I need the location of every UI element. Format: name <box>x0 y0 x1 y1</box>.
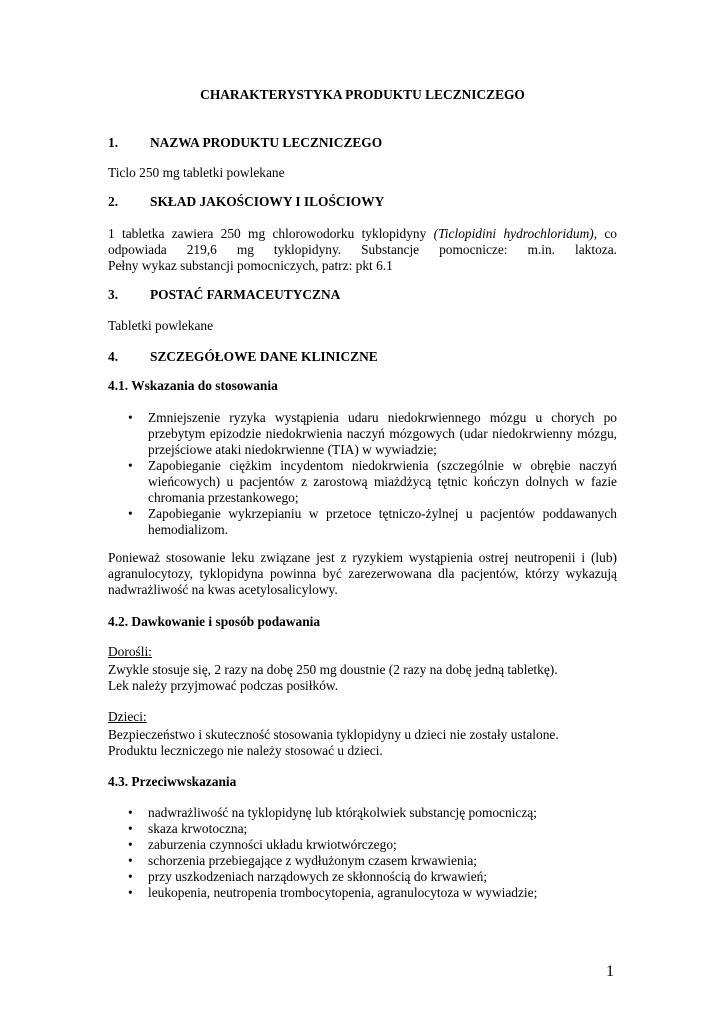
composition-line <box>108 226 617 242</box>
composition-line: odpowiada 219,6 mg tyklopidyny. Substancje pomocnicze: m.in. laktoza. <box>108 242 617 257</box>
composition-paragraph <box>108 226 617 274</box>
list-item-text: leukopenia, neutropenia trombocytopenia, agranulocytoza w wywiadzie; <box>148 885 538 900</box>
list-item <box>108 821 617 837</box>
bullet-icon: • <box>128 458 133 473</box>
page-number: 1 <box>606 963 614 980</box>
bullet-icon: • <box>128 869 133 884</box>
subsection-4-3-heading: 4.3. Przeciwwskazania <box>108 774 237 789</box>
children-dosage-line: Bezpieczeństwo i skuteczność stosowania tyklopidyny u dzieci nie zostały ustalone. <box>108 727 559 742</box>
list-item-text: zaburzenia czynności układu krwiotwórczego; <box>148 837 397 852</box>
list-item <box>108 458 617 506</box>
list-item-text: Zmniejszenie ryzyka wystąpienia udaru niedokrwiennego mózgu u chorych po przebytym epizodzie niedokrwienia naczyń mózgowych (udar niedokrwienny mózgu, przejściowe ataki niedokrwienne (TIA) w wywiadzie; <box>148 410 617 457</box>
contraindications-list <box>108 805 617 901</box>
bullet-icon: • <box>128 853 133 868</box>
composition-line: Pełny wykaz substancji pomocniczych, patrz: pkt 6.1 <box>108 258 393 273</box>
section-title: SKŁAD JAKOŚCIOWY I ILOŚCIOWY <box>150 194 385 209</box>
subsection-4-2-heading: 4.2. Dawkowanie i sposób podawania <box>108 614 321 629</box>
section-title: NAZWA PRODUKTU LECZNICZEGO <box>150 135 383 150</box>
adults-dosage-line: Zwykle stosuje się, 2 razy na dobę 250 mg doustnie (2 razy na dobę jedną tabletkę). <box>108 662 558 677</box>
list-item-text: przy uszkodzeniach narządowych ze skłonnością do krwawień; <box>148 869 488 884</box>
bullet-icon: • <box>128 410 133 425</box>
list-item <box>108 869 617 885</box>
bullet-icon: • <box>128 506 133 521</box>
children-dosage-line: Produktu leczniczego nie należy stosować u dzieci. <box>108 743 383 758</box>
product-name: Ticlo 250 mg tabletki powlekane <box>108 165 285 180</box>
section-1-heading <box>108 135 617 151</box>
list-item-text: skaza krwotoczna; <box>148 821 248 836</box>
section-title: SZCZEGÓŁOWE DANE KLINICZNE <box>150 349 378 364</box>
list-item <box>108 885 617 901</box>
composition-text: , co <box>593 226 618 241</box>
list-item-text: nadwrażliwość na tyklopidynę lub którąkolwiek substancję pomocniczą; <box>148 805 537 820</box>
latin-name: (Ticlopidini hydrochloridum) <box>433 226 594 241</box>
section-number: 4. <box>108 349 119 364</box>
composition-text: 1 tabletka zawiera 250 mg chlorowodorku tyklopidyny <box>108 226 434 241</box>
section-number: 1. <box>108 135 119 150</box>
bullet-icon: • <box>128 885 133 900</box>
section-number: 2. <box>108 194 119 209</box>
pharmaceutical-form: Tabletki powlekane <box>108 318 214 333</box>
bullet-icon: • <box>128 821 133 836</box>
adults-label: Dorośli: <box>108 644 152 659</box>
subsection-4-1-heading: 4.1. Wskazania do stosowania <box>108 378 278 393</box>
list-item-text: Zapobieganie wykrzepianiu w przetoce tętniczo-żylnej u pacjentów poddawanych hemodializom. <box>148 506 617 537</box>
list-item-text: Zapobieganie ciężkim incydentom niedokrwienia (szczególnie w obrębie naczyń wieńcowych) u pacjentów z zarostową miażdżycą tętnic kończyn dolnych w fazie chromania przestankowego; <box>148 458 617 505</box>
document-title: CHARAKTERYSTYKA PRODUKTU LECZNICZEGO <box>200 87 525 102</box>
section-title: POSTAĆ FARMACEUTYCZNA <box>150 287 341 302</box>
adults-dosage-line: Lek należy przyjmować podczas posiłków. <box>108 678 339 693</box>
indications-list <box>108 410 617 538</box>
section-3-heading <box>108 287 617 303</box>
list-item <box>108 853 617 869</box>
list-item-text: schorzenia przebiegające z wydłużonym czasem krwawienia; <box>148 853 478 868</box>
list-item <box>108 805 617 821</box>
children-label: Dzieci: <box>108 709 147 724</box>
list-item <box>108 410 617 458</box>
bullet-icon: • <box>128 837 133 852</box>
bullet-icon: • <box>128 805 133 820</box>
section-4-heading <box>108 349 617 365</box>
list-item <box>108 837 617 853</box>
indications-note: Ponieważ stosowanie leku związane jest z ryzykiem wystąpienia ostrej neutropenii i (lub) agranulocytozy, tyklopidyna powinna być zarezerwowana dla pacjentów, którzy wykazują nadwrażliwość na kwas acetylosalicylowy. <box>108 550 617 597</box>
list-item <box>108 506 617 538</box>
section-2-heading <box>108 194 617 210</box>
section-number: 3. <box>108 287 119 302</box>
